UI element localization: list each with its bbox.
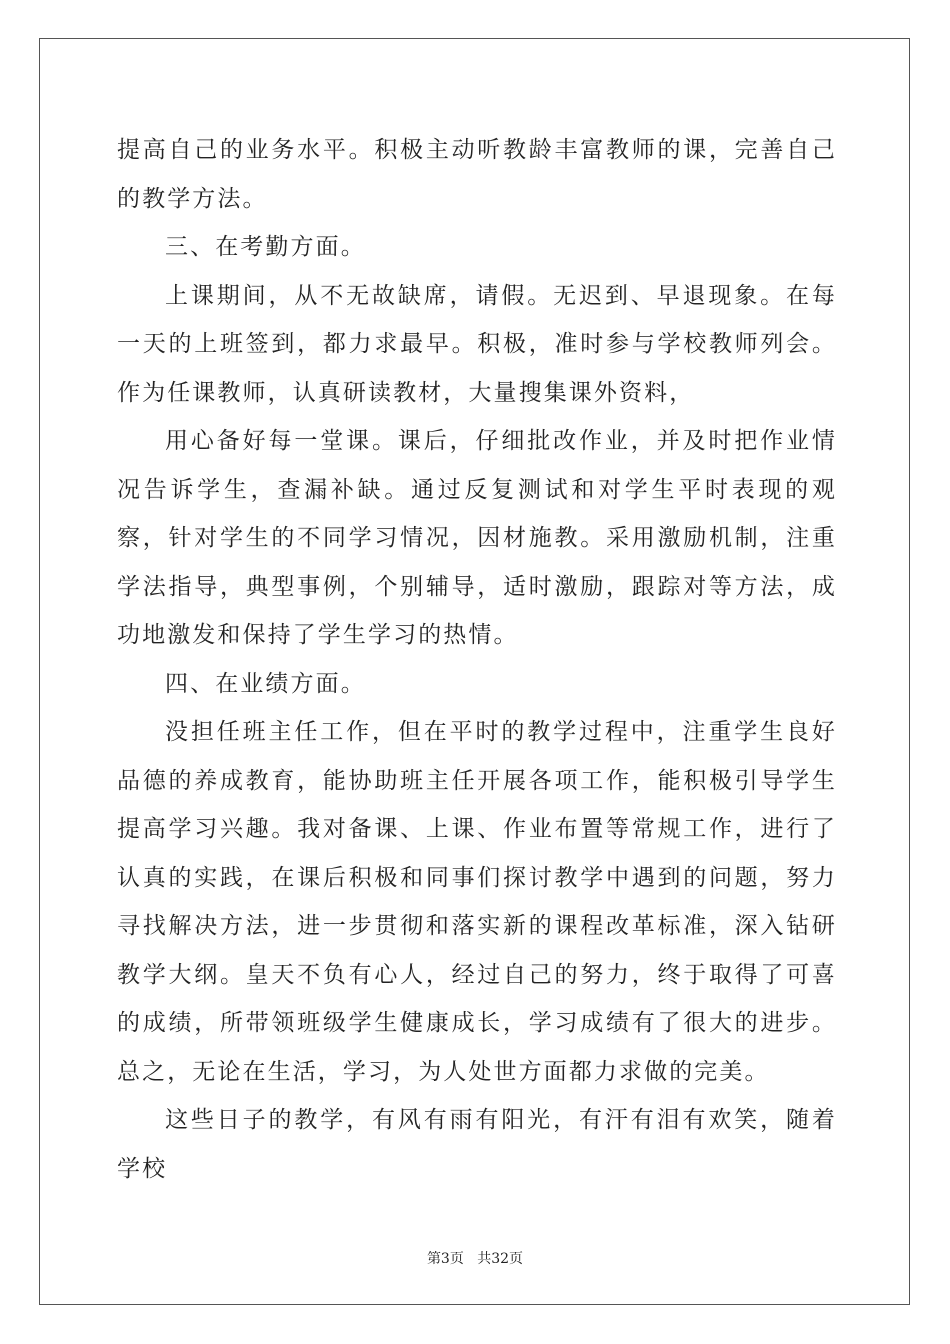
document-body <box>117 126 837 1193</box>
paragraph-3: 用心备好每一堂课。课后，仔细批改作业，并及时把作业情况告诉学生，查漏补缺。通过反复测试和对学生平时表现的观察，针对学生的不同学习情况，因材施教。采用激励机制，注重学法指导，典型事例，个别辅导，适时激励，跟踪对等方法，成功地激发和保持了学生学习的热情。 <box>117 428 837 648</box>
paragraph-5: 这些日子的教学，有风有雨有阳光，有汗有泪有欢笑，随着学校 <box>117 1107 837 1182</box>
page-footer <box>0 1248 950 1268</box>
section-heading-performance: 四、在业绩方面。 <box>165 670 366 697</box>
total-pages: 共32页 <box>477 1251 524 1267</box>
paragraph-4: 没担任班主任工作，但在平时的教学过程中，注重学生良好品德的养成教育，能协助班主任开展各项工作，能积极引导学生提高学习兴趣。我对备课、上课、作业布置等常规工作，进行了认真的实践，在课后积极和同事们探讨教学中遇到的问题，努力寻找解决方法，进一步贯彻和落实新的课程改革标准，深入钻研教学大纲。皇天不负有心人，经过自己的努力，终于取得了可喜的成绩，所带领班级学生健康成长，学习成绩有了很大的进步。总之，无论在生活，学习，为人处世方面都力求做的完美。 <box>117 719 837 1085</box>
section-heading-attendance: 三、在考勤方面。 <box>165 234 366 260</box>
paragraph-2: 上课期间，从不无故缺席，请假。无迟到、早退现象。在每一天的上班签到，都力求最早。积极，准时参与学校教师列会。作为任课教师，认真研读教材，大量搜集课外资料， <box>117 282 837 406</box>
page-number: 第3页 <box>426 1251 464 1267</box>
paragraph-1: 提高自己的业务水平。积极主动听教龄丰富教师的课，完善自己的教学方法。 <box>117 137 837 212</box>
